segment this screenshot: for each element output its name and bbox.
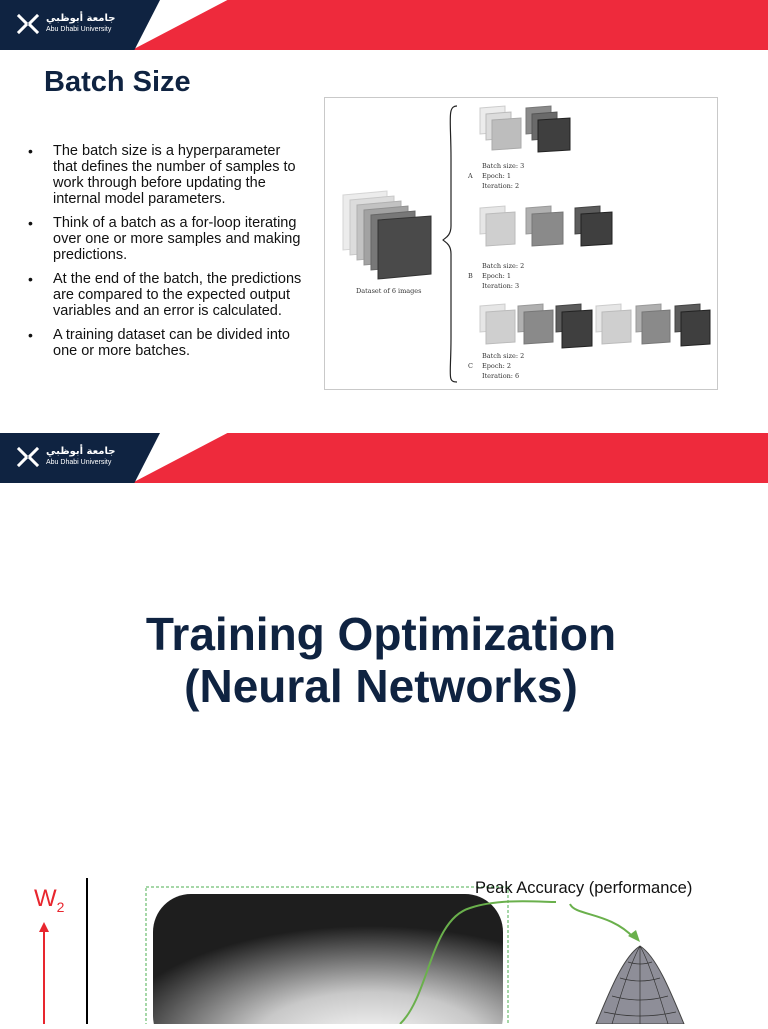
university-logo <box>16 445 116 471</box>
case-a-iteration: Iteration: 2 <box>482 182 520 190</box>
bullet-item: • At the end of the batch, the predictions are compared to the expected output variables and an error is calculated. <box>28 271 308 319</box>
pointer-arrow-head-icon <box>628 930 640 942</box>
case-a-epoch: Epoch: 1 <box>482 172 512 180</box>
bullet-item: • Think of a batch as a for-loop iterating over one or more samples and making predictions. <box>28 215 308 263</box>
slide-title: Batch Size <box>44 66 191 98</box>
header-red-stripe <box>132 433 768 483</box>
case-c-batches <box>480 304 710 348</box>
logo-arabic-name: جامعة أبوظبي <box>46 13 116 24</box>
case-b-letter: B <box>468 272 473 280</box>
logo-arabic-name: جامعة أبوظبي <box>46 446 116 457</box>
bullet-list <box>28 143 308 367</box>
logo-english-name: Abu Dhabi University <box>46 459 112 466</box>
header-band-2 <box>0 433 768 483</box>
case-b-batches <box>480 206 612 246</box>
section-title <box>0 608 762 712</box>
batch-diagram <box>324 97 718 390</box>
case-b-epoch: Epoch: 1 <box>482 272 512 280</box>
section-title-line-1: Training Optimization <box>145 608 617 660</box>
accuracy-heatmap <box>153 894 503 1024</box>
bullet-item: • The batch size is a hyperparameter that defines the number of samples to work through before updating the internal model parameters. <box>28 143 308 207</box>
arrow-head-icon <box>39 922 49 932</box>
w2-label: $W_2$ <box>34 885 65 915</box>
logo-mark-icon <box>16 12 40 36</box>
logo-english-name: Abu Dhabi University <box>46 26 112 33</box>
header-band <box>0 0 768 50</box>
section-title-line-2: (Neural Networks) <box>184 660 578 712</box>
case-a-batches <box>480 106 570 152</box>
dataset-stack <box>343 191 431 279</box>
peak-accuracy-label: Peak Accuracy (performance) <box>475 879 693 897</box>
university-logo <box>16 12 116 38</box>
brace-shape <box>443 106 457 382</box>
case-c-iteration: Iteration: 6 <box>482 372 520 380</box>
case-c-batch-size: Batch size: 2 <box>482 352 525 360</box>
logo-mark-icon <box>16 445 40 469</box>
dataset-label: Dataset of 6 images <box>356 287 422 295</box>
pointer-curve-2 <box>570 904 634 938</box>
case-b-iteration: Iteration: 3 <box>482 282 520 290</box>
case-c-epoch: Epoch: 2 <box>482 362 512 370</box>
case-a-letter: A <box>468 172 473 180</box>
mesh-peak-surface <box>596 946 684 1024</box>
header-red-stripe <box>132 0 768 50</box>
bullet-item: • A training dataset can be divided into one or more batches. <box>28 327 308 359</box>
case-b-batch-size: Batch size: 2 <box>482 262 525 270</box>
accuracy-landscape-slide <box>0 860 768 1024</box>
case-a-batch-size: Batch size: 3 <box>482 162 525 170</box>
case-c-letter: C <box>468 362 473 370</box>
